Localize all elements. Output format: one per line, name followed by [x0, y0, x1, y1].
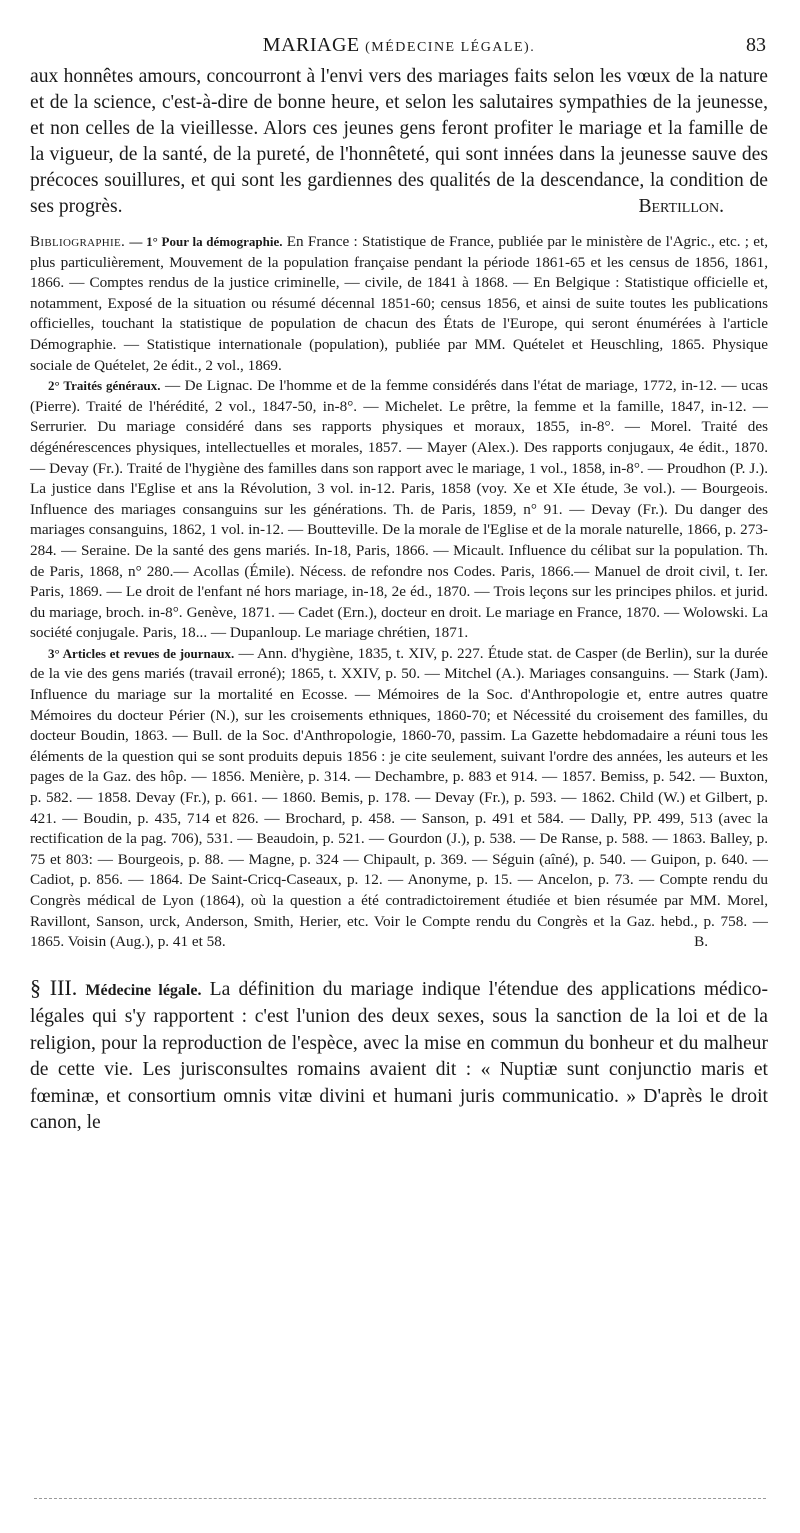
running-head: [30, 34, 768, 64]
bibliography-demography: [30, 232, 768, 376]
intro-paragraph: [30, 64, 768, 220]
bibliography-articles: [30, 644, 768, 953]
running-title: [30, 34, 768, 57]
bibliography-label: Bibliographie.: [30, 233, 126, 250]
section-mark: § III.: [30, 974, 78, 1000]
running-title-main: MARIAGE: [262, 34, 360, 56]
demography-label: — 1° Pour la démographie.: [129, 234, 283, 249]
general-label: 2° Traités généraux.: [48, 378, 161, 394]
intro-text: aux honnêtes amours, concourront à l'envi vers des mariages faits selon les vœux de la nature et de la science, c'est-à-dire de bonne heure, et selon les salutaires sympathies de la jeunesse, et non celles de la vieillesse. Alors ces jeunes gens feront profiter le mariage et la famille de la vigueur, de la santé, de la pureté, de l'honnêteté, qui sont innées dans la jeunesse sauve des précoces souillures, et qui sont les gardiennes des qualités de la descendance, la condition de ses progrès.: [30, 66, 768, 217]
general-text: — De Lignac. De l'homme et de la femme considérés dans l'état de mariage, 1772, in-12. — ucas (Pierre). Traité de l'hérédité, 2 vol., 1847-50, in-8°. — Michelet. Le prêtre, la femme et la famille, 1847, in-12. — Serrurier. Du mariage considéré dans ses rapports physiques et moraux, 1855, in-8°. — Morel. Traité des dégénérescences physiques, intellectuelles et morales, 1857. — Mayer (Alex.). Des rapports conjugaux, 4e édit., 1870. — Devay (Fr.). Traité de l'hygiène des familles dans son rapport avec le mariage, 1 vol., 1858, in-8°. — Proudhon (P. J.). La justice dans l'Eglise et ans la Révolution, 3 vol. in-12. Paris, 1858 (voy. Xe et XIe étude, 3e vol.). — Bourgeois. Influence des mariages consanguins sur les générations. Th. de Paris, 1859, n° 91. — Devay (Fr.). Du danger des mariages consanguins, 1862, 1 vol. in-12. — Boutteville. De la morale de l'Eglise et de la morale naturelle, 1866, p. 273-284. — Seraine. De la santé des gens mariés. In-18, Paris, 1866. — Micault. Influence du célibat sur la population. Th. de Paris, 1868, n° 280.— Acollas (Émile). Nécess. de refondre nos Codes. Paris, 1866.— Manuel de droit civil, t. Ier. Paris, 1869. — Le droit de l'enfant né hors mariage, in-18, 2e éd., 1870. — Trois leçons sur les principes philos. et jurid. du mariage, broch. in-8°. Genève, 1871. — Cadet (Ern.), docteur en droit. Le mariage en France, 1870. — Wolowski. La société conjugale. Paris, 18... — Dupanloup. Le mariage chrétien, 1871.: [30, 377, 769, 642]
section-heading: Médecine légale.: [85, 981, 202, 999]
page-number: 83: [746, 34, 766, 56]
bibliography: [30, 232, 768, 953]
articles-label: 3° Articles et revues de journaux.: [48, 645, 235, 661]
section-text: La définition du mariage indique l'étendue des applications médico-légales qui s'y rapportent : c'est l'union des deux sexes, sous la sanction de la loi et de la religion, pour la reproduction de l'espèce, avec la mise en commun du bonheur et du malheur de cette vie. Les jurisconsultes romains avaient dit : « Nuptiæ sunt conjunctio maris et fœminæ, et consortium omnis vitæ divini et humani juris communicatio. » D'après le droit canon, le: [30, 978, 769, 1134]
bottom-divider: [34, 1498, 766, 1499]
page: [30, 34, 768, 1156]
author-signature: Bertillon.: [638, 196, 724, 217]
running-title-sub: (MÉDECINE LÉGALE).: [365, 40, 536, 55]
demography-text: En France : Statistique de France, publiée par le ministère de l'Agric., etc. ; et, plus particulièrement, Mouvement de la population française pendant la période 1861-65 et les census de 1856, 1861, 1866. — Comptes rendus de la justice criminelle, — civile, de 1841 à 1868. — En Belgique : Statistique officielle et, notamment, Exposé de la situation ou résumé décennal 1851-60; census 1856, et ainsi de suite toutes les publications officielles, touchant la statistique de population de chacun des États de l'Europe, qui seront énumérées à l'article Démographie. — Statistique internationale (population), publiée par MM. Quételet et Heuschling, 1865. Physique sociale de Quételet, 2e édit., 2 vol., 1869.: [30, 233, 769, 374]
articles-text: — Ann. d'hygiène, 1835, t. XIV, p. 227. Étude stat. de Casper (de Berlin), sur la durée de la vie des gens mariés (travail erroné); 1865, t. XXIV, p. 50. — Mitchel (A.). Mariages consanguins. — Stark (Jam). Influence du mariage sur la mortalité en Ecosse. — Mémoires de la Soc. d'Anthropologie et, entre autres quatre Mémoires du docteur Périer (N.), sur les croisements ethniques, 1860-70; et Nécessité du croisement des familles, du docteur Boudin, 1863. — Bull. de la Soc. d'Anthropologie, 1860-70, passim. La Gazette hebdomadaire a réuni tous les éléments de la question qui se sont produits depuis 1856 : je cite seulement, suivant l'ordre des années, les auteurs et les pages de la Gaz. des hôp. — 1856. Menière, p. 314. — Dechambre, p. 883 et 914. — 1857. Bemiss, p. 542. — Buxton, p. 582. — 1858. Devay (Fr.), p. 661. — 1860. Bemis, p. 178. — Devay (Fr.), p. 593. — 1862. Child (W.) et Gilbert, p. 421. — Boudin, p. 435, 714 et 826. — Brochard, p. 458. — Sanson, p. 491 et 584. — Dally, PP. 499, 513 (avec la rectification de la pag. 706), 531. — Beaudoin, p. 521. — Gourdon (J.), p. 538. — De Ranse, p. 588. — 1863. Balley, p. 75 et 803: — Bourgeois, p. 88. — Magne, p. 324 — Chipault, p. 369. — Séguin (aîné), p. 540. — Guipon, p. 640. — Cadiot, p. 856. — 1864. De Saint-Cricq-Caseaux, p. 12. — Anonyme, p. 15. — Ancelon, p. 73. — Compte rendu du Congrès médical de Lyon (1864), où la question a été contradictoirement étudiée et bien résumée par MM. Morel, Ravillont, Sanson, urck, Anderson, Smith, Herier, etc. Voir le Compte rendu du Congrès et la Gaz. hebd., p. 758. — 1865. Voisin (Aug.), p. 41 et 58.: [30, 644, 768, 951]
bibliography-general: [30, 376, 768, 644]
section-medecine-legale: [30, 975, 768, 1137]
bibliography-signature: B.: [694, 933, 708, 951]
